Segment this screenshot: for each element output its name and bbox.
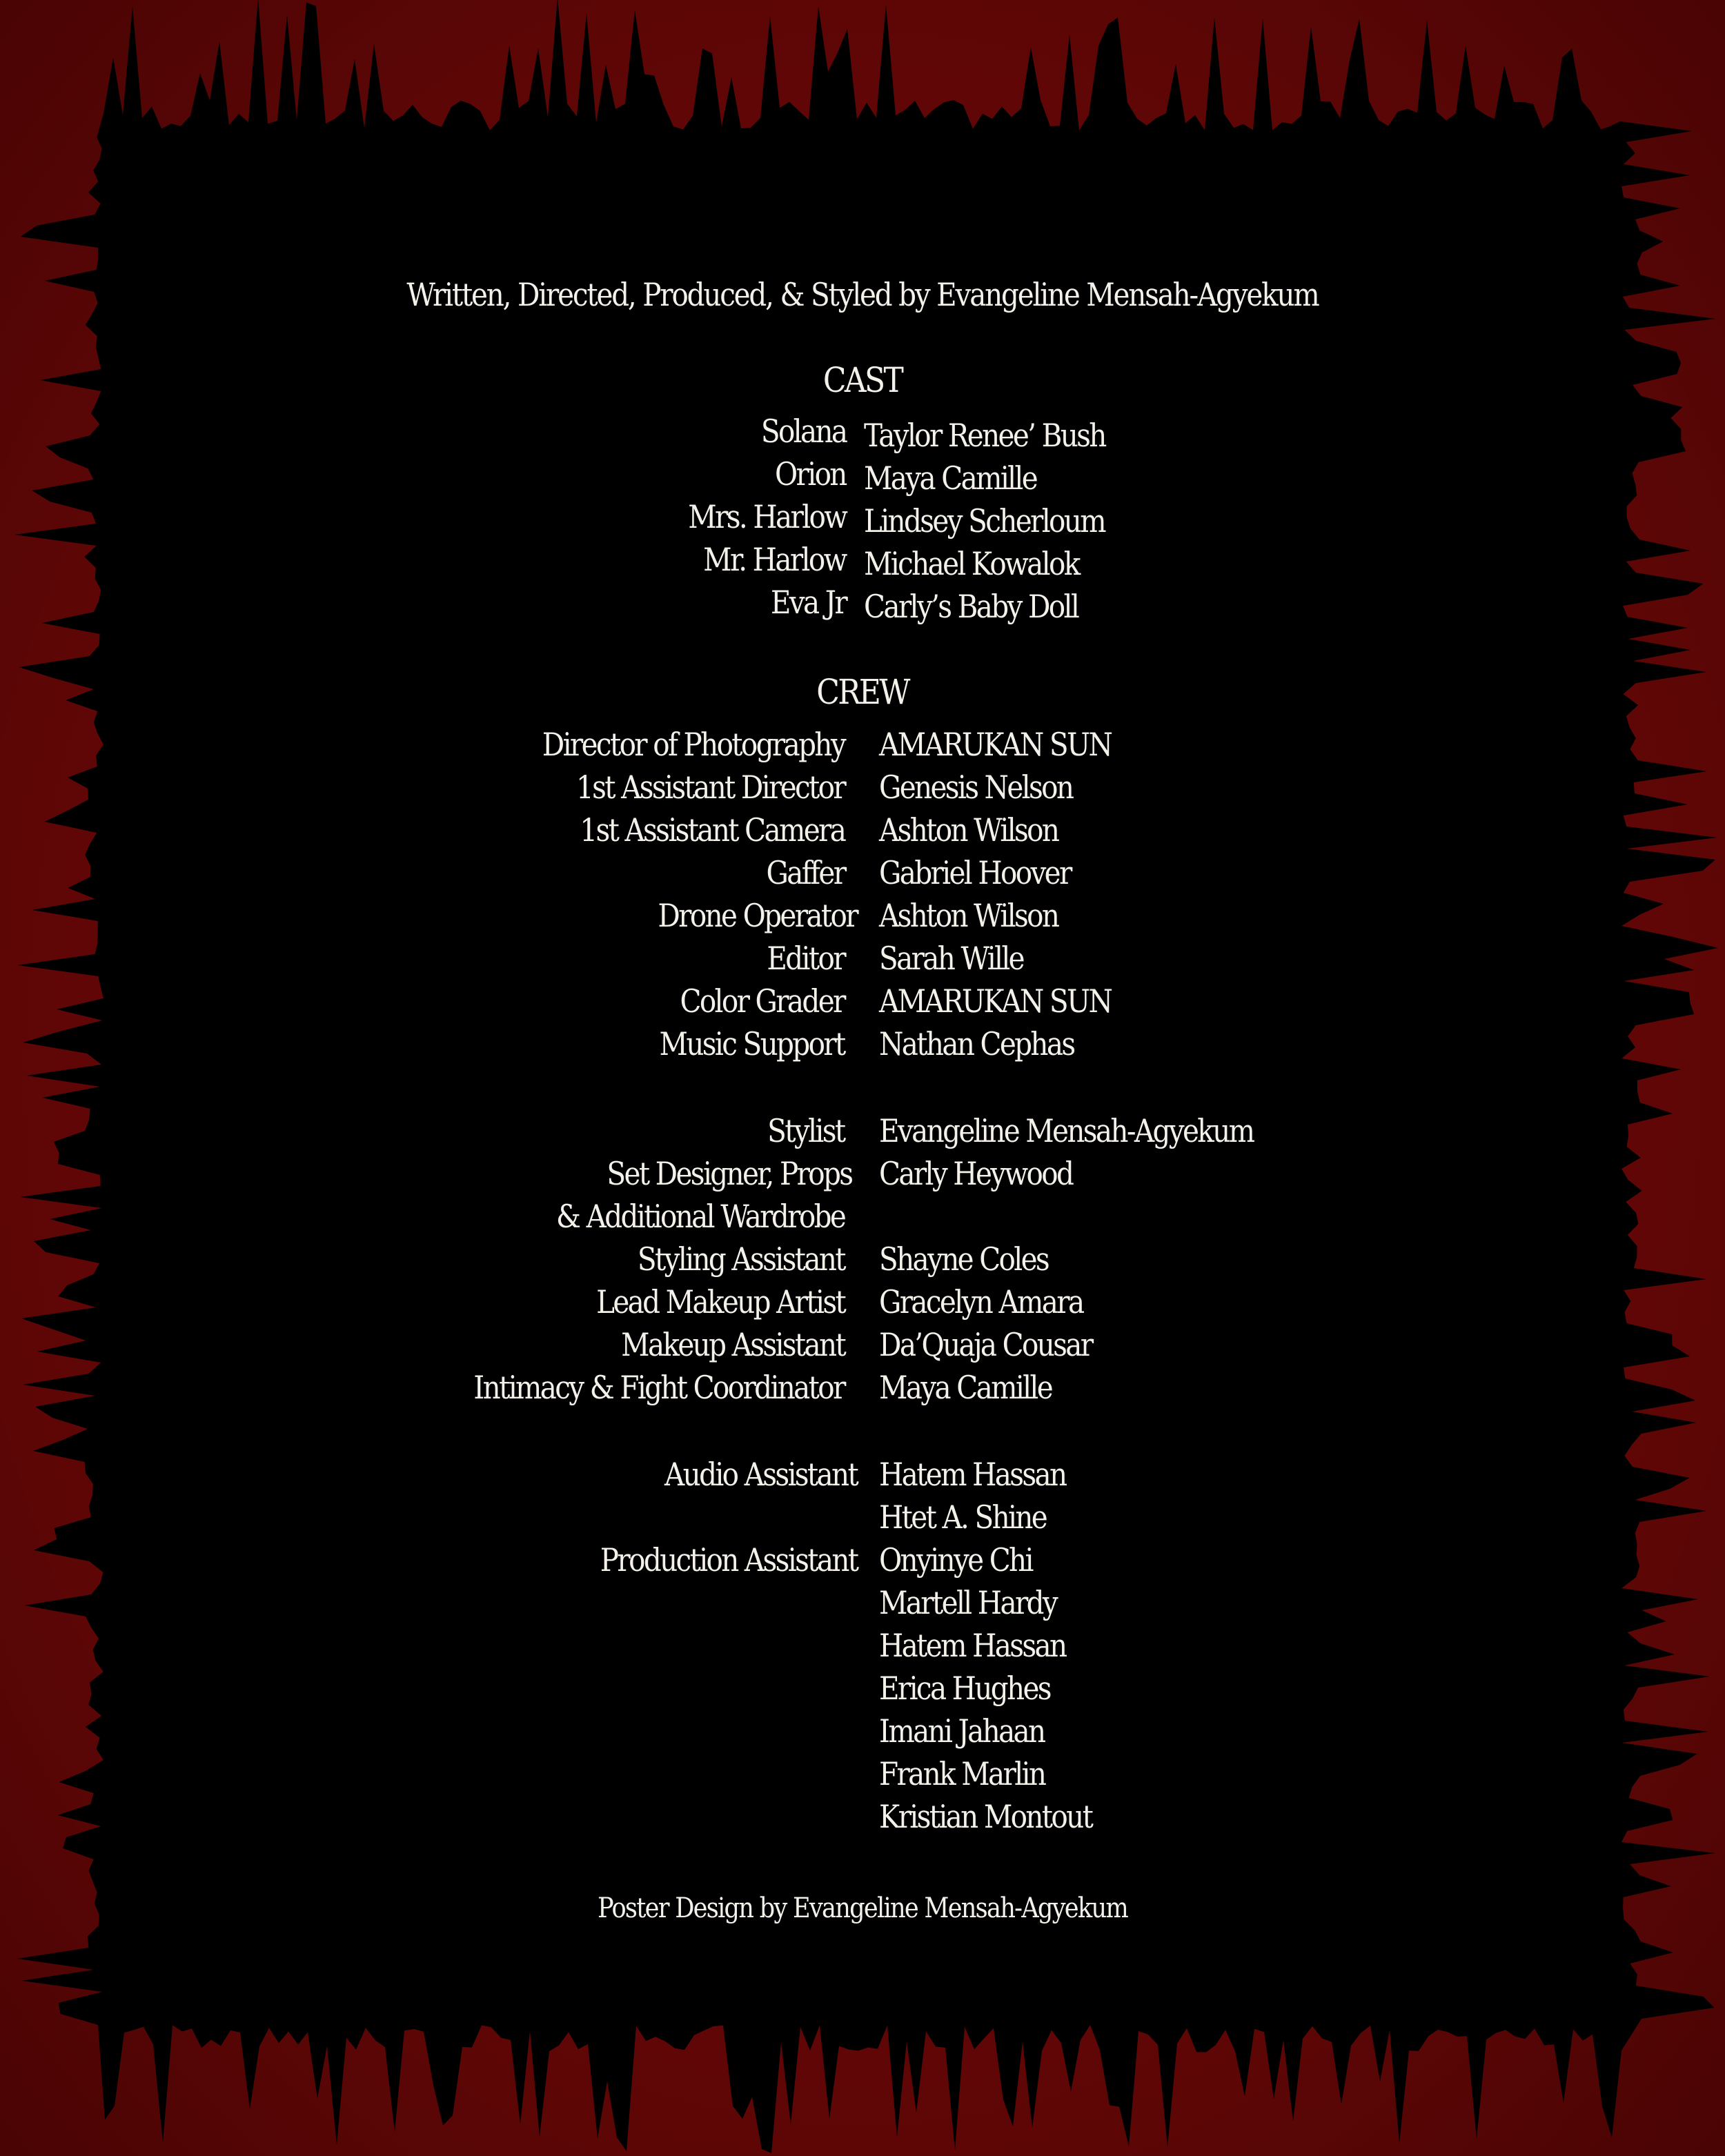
crew-name: AMARUKAN SUN bbox=[879, 982, 1112, 1020]
crew-name: Frank Marlin bbox=[879, 1755, 1045, 1792]
cast-role: Eva Jr bbox=[770, 584, 846, 621]
crew-name: Kristian Montout bbox=[879, 1798, 1092, 1835]
crew-role: Drone Operator bbox=[658, 897, 857, 934]
crew-role: Production Assistant bbox=[600, 1541, 857, 1579]
cast-name: Maya Camille bbox=[864, 459, 1037, 497]
crew-name: Ashton Wilson bbox=[879, 811, 1058, 849]
crew-name: Htet A. Shine bbox=[879, 1499, 1047, 1536]
written-directed-credit: Written, Directed, Produced, & Styled by Evangeline Mensah-Agyekum bbox=[406, 276, 1319, 313]
cast-role: Orion bbox=[775, 455, 846, 493]
cast-name: Taylor Renee’ Bush bbox=[864, 417, 1105, 454]
crew-name: Ashton Wilson bbox=[879, 897, 1058, 934]
crew-role: Stylist bbox=[767, 1112, 845, 1149]
crew-role: Color Grader bbox=[680, 982, 845, 1020]
crew-name: Shayne Coles bbox=[879, 1240, 1049, 1278]
crew-name: Erica Hughes bbox=[879, 1670, 1050, 1707]
crew-role: Styling Assistant bbox=[638, 1240, 845, 1278]
cast-role: Mr. Harlow bbox=[703, 541, 846, 578]
crew-name: Evangeline Mensah-Agyekum bbox=[879, 1112, 1254, 1149]
crew-name: Onyinye Chi bbox=[879, 1541, 1032, 1579]
crew-name: Imani Jahaan bbox=[879, 1712, 1045, 1750]
crew-name: AMARUKAN SUN bbox=[879, 726, 1112, 763]
cast-name: Carly’s Baby Doll bbox=[864, 588, 1078, 625]
crew-name: Sarah Wille bbox=[879, 940, 1023, 977]
crew-heading: CREW bbox=[816, 672, 909, 712]
cast-role: Mrs. Harlow bbox=[687, 498, 846, 535]
crew-role: Intimacy & Fight Coordinator bbox=[473, 1369, 845, 1406]
cast-role: Solana bbox=[760, 413, 846, 450]
crew-name: Carly Heywood bbox=[879, 1155, 1073, 1192]
crew-role: Makeup Assistant bbox=[621, 1326, 845, 1363]
crew-name: Nathan Cephas bbox=[879, 1025, 1074, 1062]
cast-name: Lindsey Scherloum bbox=[864, 502, 1105, 540]
crew-name: Gabriel Hoover bbox=[879, 854, 1071, 891]
crew-name: Da’Quaja Cousar bbox=[879, 1326, 1092, 1363]
poster-design-credit: Poster Design by Evangeline Mensah-Agyekum bbox=[598, 1892, 1127, 1924]
cast-heading: CAST bbox=[822, 360, 903, 400]
crew-role: Gaffer bbox=[766, 854, 845, 891]
crew-role: Lead Makeup Artist bbox=[596, 1283, 845, 1321]
crew-name: Hatem Hassan bbox=[879, 1456, 1066, 1493]
crew-role: Audio Assistant bbox=[664, 1456, 857, 1493]
crew-name: Genesis Nelson bbox=[879, 769, 1073, 806]
crew-role: & Additional Wardrobe bbox=[555, 1198, 845, 1235]
crew-role: Music Support bbox=[659, 1025, 845, 1062]
crew-role: 1st Assistant Director bbox=[575, 769, 845, 806]
crew-role: Set Designer, Props bbox=[606, 1155, 851, 1192]
crew-role: 1st Assistant Camera bbox=[580, 811, 845, 849]
crew-role: Editor bbox=[767, 940, 845, 977]
cast-name: Michael Kowalok bbox=[864, 545, 1079, 582]
crew-name: Martell Hardy bbox=[879, 1584, 1057, 1621]
crew-name: Hatem Hassan bbox=[879, 1627, 1066, 1664]
crew-name: Gracelyn Amara bbox=[879, 1283, 1083, 1321]
crew-name: Maya Camille bbox=[879, 1369, 1052, 1406]
crew-role: Director of Photography bbox=[542, 726, 845, 763]
